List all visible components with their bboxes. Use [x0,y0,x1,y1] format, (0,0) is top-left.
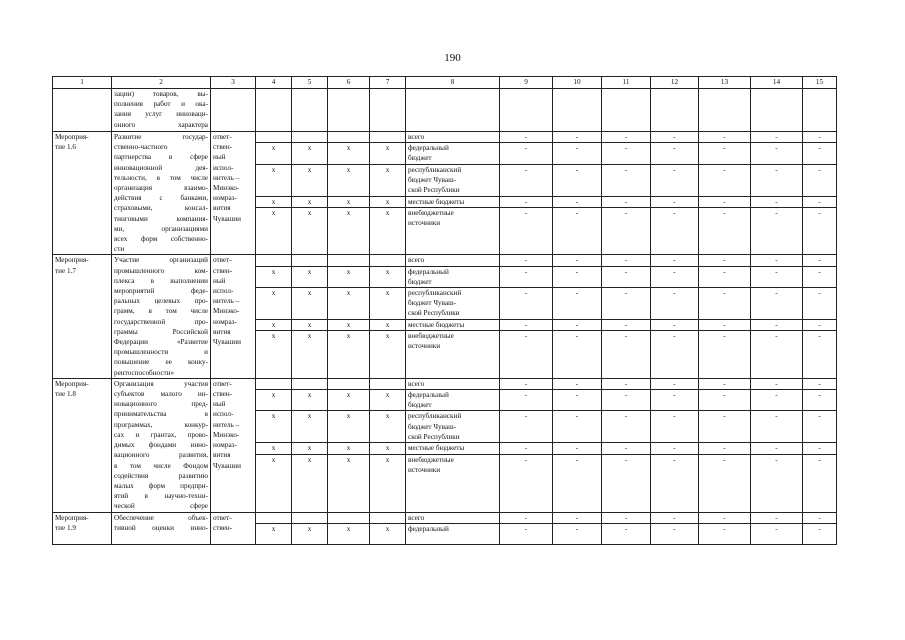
funding-table [52,76,837,545]
executor: ответ- ствен- ный испол- нитель – Минэко- номраз- вития Чувашии [211,378,256,512]
value-cell: - [699,411,751,443]
funding-source: внебюджетные источники [406,331,500,379]
mark-cell: x [292,164,328,196]
column-header: 6 [328,77,370,89]
event-number: Мероприя- тие 1.9 [53,512,112,544]
value-cell: - [651,207,699,255]
value-cell: - [553,378,602,389]
mark-cell: x [370,164,406,196]
value-cell: - [553,411,602,443]
empty-cell [602,89,651,132]
value-cell: - [602,288,651,320]
mark-cell: x [256,523,292,544]
value-cell: - [651,454,699,512]
mark-cell: x [370,454,406,512]
mark-cell [370,255,406,266]
column-header: 9 [500,77,553,89]
value-cell: - [699,512,751,523]
empty-cell [751,89,803,132]
mark-cell [328,512,370,523]
value-cell: - [553,331,602,379]
executor: ответ- ствен- ный испол- нитель – Минэко- номраз- вития Чувашии [211,255,256,378]
value-cell: - [602,454,651,512]
value-cell: - [751,523,803,544]
page-number: 190 [444,52,461,64]
value-cell: - [553,523,602,544]
value-cell: - [699,196,751,207]
mark-cell: x [370,196,406,207]
mark-cell: x [256,411,292,443]
value-cell: - [803,443,837,454]
value-cell: - [553,512,602,523]
value-cell: - [651,255,699,266]
mark-cell: x [370,207,406,255]
continuation-row [53,89,837,132]
mark-cell: x [328,207,370,255]
table-row [53,132,837,143]
funding-source: республиканский бюджет Чуваш- ской Республики [406,164,500,196]
value-cell: - [803,255,837,266]
value-cell: - [803,378,837,389]
mark-cell: x [292,320,328,331]
mark-cell: x [328,411,370,443]
value-cell: - [651,411,699,443]
empty-cell [699,89,751,132]
value-cell: - [803,512,837,523]
value-cell: - [699,255,751,266]
value-cell: - [699,443,751,454]
mark-cell [256,512,292,523]
value-cell: - [553,390,602,411]
mark-cell: x [328,390,370,411]
mark-cell: x [256,207,292,255]
column-header: 13 [699,77,751,89]
value-cell: - [699,331,751,379]
value-cell: - [651,512,699,523]
mark-cell: x [370,390,406,411]
mark-cell [328,255,370,266]
executor: ответ- ствен- [211,512,256,544]
value-cell: - [553,143,602,164]
event-description: Организация участия субъектов малого ин- новационного пред- принимательства в программах, конкур- сах и грантах, прово- димых фондами инно- вационного развития, в том числе Фондом содействия развитию малых форм предпри- ятий в научно-техни- ческой сфере [112,378,211,512]
empty-cell [328,89,370,132]
mark-cell [328,132,370,143]
value-cell: - [500,132,553,143]
column-header: 11 [602,77,651,89]
column-header: 1 [53,77,112,89]
value-cell: - [553,164,602,196]
value-cell: - [803,523,837,544]
value-cell: - [500,207,553,255]
funding-source: всего [406,255,500,266]
value-cell: - [751,143,803,164]
mark-cell [292,378,328,389]
value-cell: - [602,196,651,207]
value-cell: - [751,196,803,207]
mark-cell [370,512,406,523]
value-cell: - [553,266,602,287]
value-cell: - [699,288,751,320]
value-cell: - [651,390,699,411]
value-cell: - [602,411,651,443]
value-cell: - [553,288,602,320]
value-cell: - [500,320,553,331]
table-row [53,378,837,389]
value-cell: - [602,390,651,411]
value-cell: - [602,132,651,143]
mark-cell: x [256,196,292,207]
mark-cell [370,132,406,143]
value-cell: - [803,266,837,287]
value-cell: - [751,378,803,389]
value-cell: - [651,320,699,331]
value-cell: - [651,331,699,379]
value-cell: - [751,255,803,266]
mark-cell: x [292,331,328,379]
mark-cell: x [370,288,406,320]
value-cell: - [751,288,803,320]
value-cell: - [751,266,803,287]
value-cell: - [803,331,837,379]
mark-cell: x [370,331,406,379]
value-cell: - [553,320,602,331]
value-cell: - [699,207,751,255]
value-cell: - [500,390,553,411]
funding-source: республиканский бюджет Чуваш- ской Республики [406,288,500,320]
column-header: 7 [370,77,406,89]
mark-cell: x [370,523,406,544]
value-cell: - [553,454,602,512]
event-description: Обеспечение объек- тивной оценки инно- [112,512,211,544]
column-header: 5 [292,77,328,89]
value-cell: - [500,523,553,544]
value-cell: - [602,378,651,389]
value-cell: - [602,143,651,164]
value-cell: - [602,331,651,379]
mark-cell: x [256,164,292,196]
mark-cell: x [328,266,370,287]
value-cell: - [602,320,651,331]
value-cell: - [803,164,837,196]
mark-cell: x [256,320,292,331]
mark-cell: x [328,443,370,454]
value-cell: - [553,132,602,143]
value-cell: - [803,390,837,411]
mark-cell [328,378,370,389]
mark-cell: x [256,331,292,379]
mark-cell [370,378,406,389]
value-cell: - [651,378,699,389]
mark-cell [256,132,292,143]
mark-cell: x [256,266,292,287]
mark-cell: x [292,207,328,255]
value-cell: - [699,132,751,143]
funding-source: всего [406,512,500,523]
value-cell: - [500,266,553,287]
empty-cell [53,89,112,132]
value-cell: - [500,378,553,389]
funding-source: местные бюджеты [406,320,500,331]
value-cell: - [803,132,837,143]
mark-cell: x [292,411,328,443]
value-cell: - [553,196,602,207]
value-cell: - [751,443,803,454]
value-cell: - [751,207,803,255]
empty-cell [803,89,837,132]
value-cell: - [500,288,553,320]
value-cell: - [651,288,699,320]
value-cell: - [500,196,553,207]
value-cell: - [553,207,602,255]
column-header: 2 [112,77,211,89]
column-header: 4 [256,77,292,89]
mark-cell: x [292,288,328,320]
value-cell: - [699,164,751,196]
mark-cell: x [328,331,370,379]
value-cell: - [553,255,602,266]
mark-cell: x [370,411,406,443]
value-cell: - [699,266,751,287]
value-cell: - [751,512,803,523]
event-number: Мероприя- тие 1.6 [53,132,112,255]
continuation-text: зации) товаров, вы- полнения работ и ока- зания услуг инноваци- онного характера [112,89,211,132]
funding-source: всего [406,378,500,389]
column-header: 12 [651,77,699,89]
table-row [53,255,837,266]
value-cell: - [500,331,553,379]
mark-cell: x [292,390,328,411]
empty-cell [651,89,699,132]
value-cell: - [500,443,553,454]
empty-cell [211,89,256,132]
executor: ответ- ствен- ный испол- нитель – Минэко- номраз- вития Чувашии [211,132,256,255]
value-cell: - [803,196,837,207]
value-cell: - [602,164,651,196]
value-cell: - [751,320,803,331]
mark-cell: x [370,320,406,331]
mark-cell: x [328,523,370,544]
value-cell: - [651,523,699,544]
funding-source: федеральный бюджет [406,390,500,411]
mark-cell: x [370,143,406,164]
value-cell: - [699,523,751,544]
value-cell: - [699,390,751,411]
value-cell: - [751,132,803,143]
mark-cell [292,255,328,266]
mark-cell: x [256,390,292,411]
mark-cell: x [328,143,370,164]
mark-cell: x [256,143,292,164]
value-cell: - [651,132,699,143]
event-number: Мероприя- тие 1.7 [53,255,112,378]
event-number: Мероприя- тие 1.8 [53,378,112,512]
value-cell: - [751,331,803,379]
funding-source: внебюджетные источники [406,454,500,512]
value-cell: - [602,523,651,544]
funding-source: республиканский бюджет Чуваш- ской Республики [406,411,500,443]
value-cell: - [651,164,699,196]
funding-source: федеральный [406,523,500,544]
value-cell: - [500,255,553,266]
value-cell: - [803,207,837,255]
empty-cell [553,89,602,132]
mark-cell: x [328,164,370,196]
value-cell: - [500,512,553,523]
value-cell: - [751,164,803,196]
value-cell: - [602,207,651,255]
mark-cell [256,255,292,266]
value-cell: - [500,411,553,443]
value-cell: - [651,143,699,164]
funding-source: федеральный бюджет [406,266,500,287]
value-cell: - [751,411,803,443]
value-cell: - [699,378,751,389]
mark-cell: x [370,443,406,454]
mark-cell: x [292,196,328,207]
mark-cell: x [328,288,370,320]
funding-source: всего [406,132,500,143]
value-cell: - [651,266,699,287]
funding-source: местные бюджеты [406,443,500,454]
value-cell: - [751,390,803,411]
value-cell: - [500,454,553,512]
mark-cell: x [328,196,370,207]
value-cell: - [803,143,837,164]
funding-source: внебюджетные источники [406,207,500,255]
table-row [53,512,837,523]
empty-cell [500,89,553,132]
value-cell: - [651,196,699,207]
value-cell: - [803,288,837,320]
mark-cell: x [292,143,328,164]
value-cell: - [500,164,553,196]
column-header: 15 [803,77,837,89]
column-header: 3 [211,77,256,89]
mark-cell [292,512,328,523]
funding-source: местные бюджеты [406,196,500,207]
mark-cell: x [292,523,328,544]
mark-cell: x [328,454,370,512]
value-cell: - [602,255,651,266]
empty-cell [292,89,328,132]
value-cell: - [500,143,553,164]
mark-cell: x [328,320,370,331]
value-cell: - [553,443,602,454]
value-cell: - [803,411,837,443]
value-cell: - [602,266,651,287]
mark-cell: x [292,266,328,287]
column-header: 14 [751,77,803,89]
value-cell: - [751,454,803,512]
value-cell: - [803,454,837,512]
event-description: Участие организаций промышленного ком- плекса в выполнении мероприятий феде- ральных целевых про- грамм, в том числе государственной про- граммы Российской Федерации «Развитие промышленности и повышение ее конку- рентоспособности» [112,255,211,378]
header-row [53,77,837,89]
column-header: 10 [553,77,602,89]
mark-cell: x [370,266,406,287]
mark-cell: x [256,288,292,320]
value-cell: - [602,512,651,523]
mark-cell [256,378,292,389]
mark-cell: x [256,454,292,512]
mark-cell: x [292,454,328,512]
empty-cell [406,89,500,132]
column-header: 8 [406,77,500,89]
mark-cell: x [256,443,292,454]
value-cell: - [651,443,699,454]
value-cell: - [602,443,651,454]
mark-cell [292,132,328,143]
mark-cell: x [292,443,328,454]
empty-cell [370,89,406,132]
funding-source: федеральный бюджет [406,143,500,164]
event-description: Развитие госудaр- ственно-частного партнерства в сфере инновационной дея- тельности, в том числе организация взаимо- действия с банками, страховыми, консал- тинговыми компания- ми, организациями всех форм собственно- сти [112,132,211,255]
value-cell: - [699,454,751,512]
value-cell: - [803,320,837,331]
empty-cell [256,89,292,132]
value-cell: - [699,320,751,331]
value-cell: - [699,143,751,164]
